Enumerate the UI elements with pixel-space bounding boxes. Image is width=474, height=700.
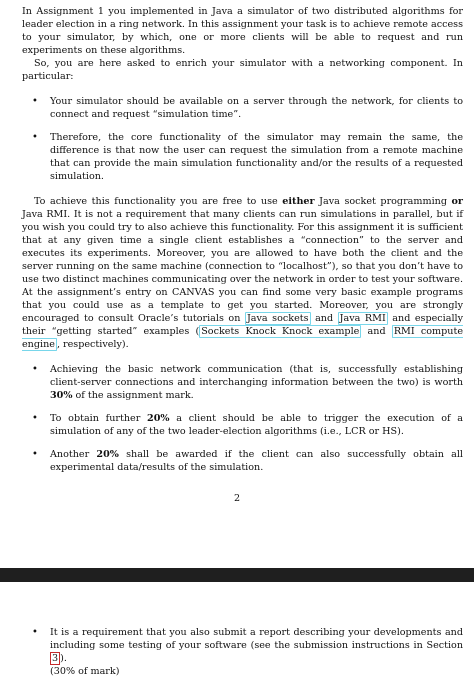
paragraph-intro: In Assignment 1 you implemented in Java a simulator of two distributed algorithms for leader election in a ring network. In this assignment your task is to achieve remote access to your simulator, by which, one or more clients will be able to request and run experiments on these algorithms. [22,6,463,56]
document-page-2 [0,582,474,700]
bullet-icon: • [32,627,38,638]
page-number: 2 [233,493,241,504]
page-separator [0,568,474,582]
page-2-body [22,626,463,678]
paragraph-implementation: To achieve this functionality you are free to use either Java socket programming or Java RMI. It is not a requirement that many clients can run simulations in parallel, but if you wish you could try to also achieve this functionality. For this assignment it is sufficient that at any given time a single client establishes a “connection” to the server and executes its experiments. Moreover, you are allowed to have both the client and the server running on the same machine (connection to “localhost”), so that you don’t have to use two distinct machines communicating over the network in order to test your software. At the assignment’s entry on CANVAS you can find some very basic example programs that you could use as a template to get you started. Moreover, you are strongly encouraged to consult Oracle’s tutorials on Java sockets and Java RMI and especially their “getting started” examples ( Sockets Knock Knock example and RMI compute engine , respectively). [22,196,464,350]
bullet-icon: • [32,364,38,375]
rmi-compute-engine-link[interactable]: RMI compute engine [22,326,463,350]
list-item: • Therefore, the core functionality of the simulator may remain the same, the difference is that now the user can request the simulation from a remote machine that can provide the main simulation functionality and/or the results of a requested simulation. [32,132,463,182]
java-rmi-link[interactable]: Java RMI [339,313,386,324]
paragraph-networking: So, you are here asked to enrich your simulator with a networking component. In particular: [22,58,463,82]
bullet-icon: • [32,413,38,424]
marking-list [22,363,463,474]
list-item: • Your simulator should be available on a server through the network, for clients to connect and request “simulation time”. [32,96,463,120]
mark-weight: (30% of mark) [50,666,120,677]
bullet-icon: • [32,96,38,107]
list-item: • Achieving the basic network communication (that is, successfully establishing client-server connections and interchanging information between the two) is worth 30% of the assignment mark. [32,364,463,401]
java-sockets-link[interactable]: Java sockets [246,313,309,324]
page-1-body [22,5,463,474]
list-item: • Another 20% shall be awarded if the client can also successfully obtain all experimental data/results of the simulation. [32,449,463,473]
knock-knock-example-link[interactable]: Sockets Knock Knock example [201,326,360,337]
section-reference-link[interactable]: 3 [52,653,59,664]
bullet-icon: • [32,449,38,460]
requirements-list [22,95,463,183]
report-list [22,626,463,678]
list-item: • To obtain further 20% a client should be able to trigger the execution of a simulation of any of the two leader-election algorithms (i.e., LCR or HS). [32,413,463,437]
list-item: • It is a requirement that you also submit a report describing your developments and including some testing of your software (see the submission instructions in Section 3 ). (30% of mark) [32,627,463,677]
bullet-icon: • [32,132,38,143]
